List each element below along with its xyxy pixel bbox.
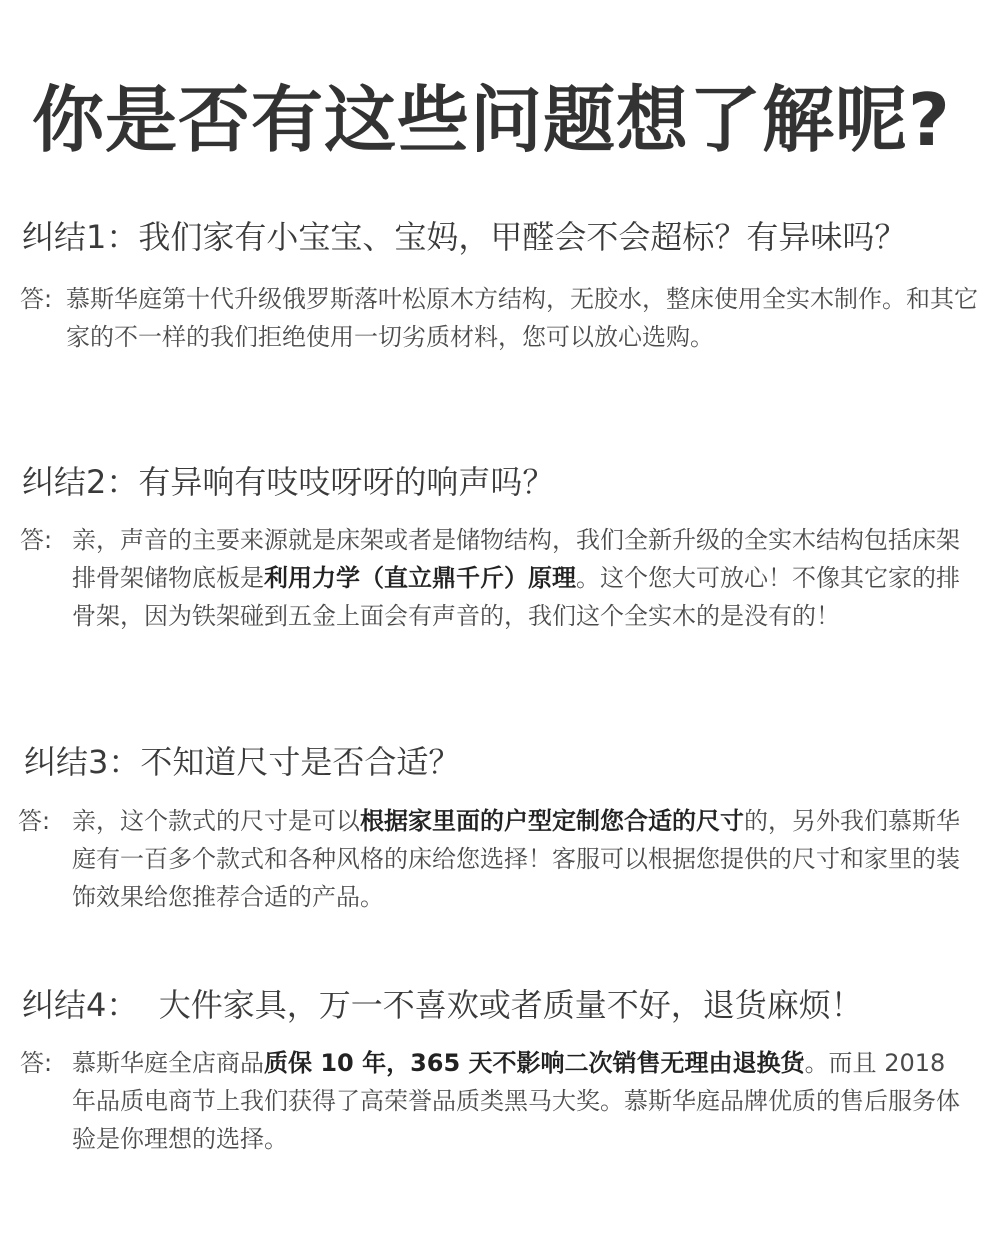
answer-text-segment: 亲，这个款式的尺寸是可以 — [72, 807, 360, 835]
answer-text-emphasis: 利用力学（直立鼎千斤）原理 — [264, 564, 576, 592]
answer-text-segment: 慕斯华庭全店商品 — [72, 1049, 264, 1077]
answer-text — [66, 280, 980, 356]
answer-label: 答: — [20, 526, 53, 554]
page-title: 你是否有这些问题想了解呢? — [32, 78, 951, 162]
answer-text-segment: 。这个您大可放心！不像其它家的排骨架，因为铁架碰到五金上面会有声音的，我们这个全实木的是没有的！ — [72, 564, 960, 630]
answer-text — [72, 802, 970, 916]
answer-text — [72, 1044, 970, 1158]
faq-question-4: 纠结4： 大件家具，万一不喜欢或者质量不好，退货麻烦！ — [22, 986, 863, 1024]
answer-label: 答: — [20, 285, 53, 313]
faq-answer-1 — [20, 280, 980, 356]
answer-text-segment: 。而且 2018 年品质电商节上我们获得了高荣誉品质类黑马大奖。慕斯华庭品牌优质的售后服务体验是你理想的选择。 — [72, 1049, 960, 1153]
faq-question-3: 纠结3：不知道尺寸是否合适？ — [24, 743, 461, 781]
faq-answer-2 — [20, 521, 970, 635]
answer-text-segment: 亲，声音的主要来源就是床架或者是储物结构，我们全新升级的全实木结构包括床架排骨架储物底板是 — [72, 526, 960, 592]
answer-text-segment: 的，另外我们慕斯华庭有一百多个款式和各种风格的床给您选择！客服可以根据您提供的尺寸和家里的装饰效果给您推荐合适的产品。 — [72, 807, 960, 911]
answer-label: 答: — [18, 807, 51, 835]
faq-question-2: 纠结2：有异响有吱吱呀呀的响声吗？ — [22, 463, 555, 501]
faq-answer-4 — [20, 1044, 970, 1158]
faq-answer-3 — [18, 802, 970, 916]
answer-label: 答: — [20, 1049, 53, 1077]
faq-question-1: 纠结1：我们家有小宝宝、宝妈，甲醛会不会超标？有异味吗？ — [22, 218, 907, 256]
answer-text-emphasis: 根据家里面的户型定制您合适的尺寸 — [360, 807, 744, 835]
answer-text-emphasis: 质保 10 年，365 天不影响二次销售无理由退换货 — [264, 1049, 805, 1077]
answer-text-segment: 慕斯华庭第十代升级俄罗斯落叶松原木方结构，无胶水，整床使用全实木制作。和其它家的不一样的我们拒绝使用一切劣质材料，您可以放心选购。 — [66, 285, 978, 351]
answer-text — [72, 521, 970, 635]
